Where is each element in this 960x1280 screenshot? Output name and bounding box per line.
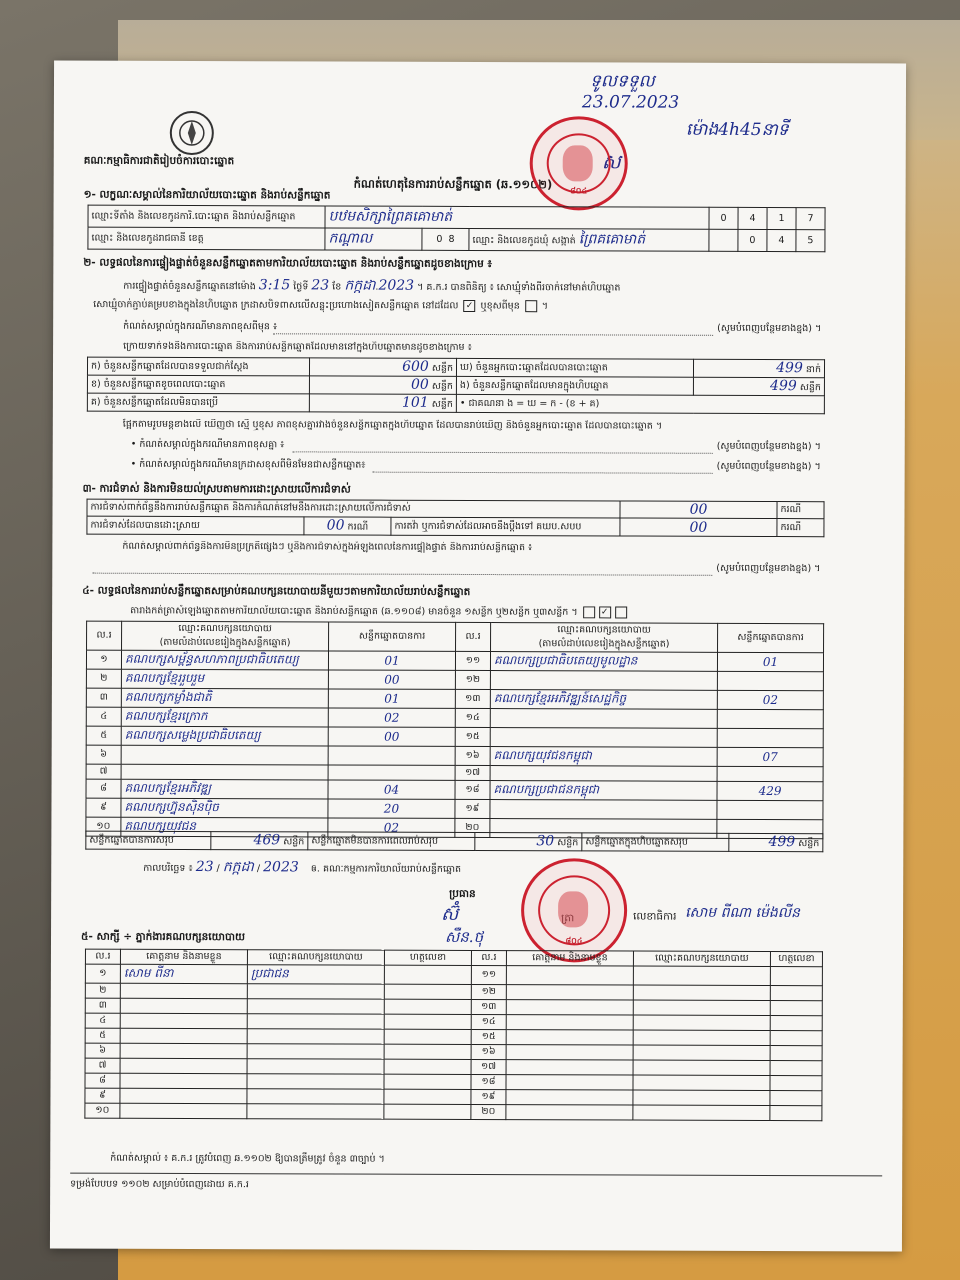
- party-votes: 02: [328, 818, 455, 837]
- col-no-header: ល.រ: [87, 621, 122, 650]
- chair-signature: ស៊ំ: [441, 903, 459, 925]
- national-emblem-icon: [170, 111, 214, 155]
- witness-signature: [770, 967, 822, 986]
- witness-name: [120, 1058, 247, 1073]
- party-name: [490, 800, 717, 820]
- voters-label: ឃ) ចំនួនអ្នកបោះឆ្នោតដែលបានបោះឆ្នោត: [456, 358, 693, 377]
- received-time: ម៉ោង4h45នាទី: [685, 119, 789, 141]
- witness-name: [506, 1015, 633, 1030]
- table-row: [86, 779, 823, 801]
- witness-party: [633, 1090, 770, 1105]
- discrepancy-note: • កំណត់សម្គាល់ក្នុងករណីមានភាពខុសគ្នា ៖: [130, 438, 285, 451]
- witness-signature: [384, 999, 471, 1014]
- party-number: ១៧: [455, 765, 490, 780]
- witness-party: [633, 966, 770, 985]
- col-name-header: គោត្តនាម និងនាមខ្លួន: [120, 949, 247, 964]
- case-unit: ករណី: [777, 519, 824, 537]
- code-digit: 4: [738, 207, 767, 229]
- table-row: [86, 669, 823, 691]
- party-votes: 07: [717, 747, 823, 766]
- col-party-header: ឈ្មោះគណបក្សនយោបាយ (តាមលំដាប់លេខរៀងក្នុងសន្លឹកឆ្នោត): [122, 621, 329, 651]
- compare-line: ផ្អែកតាមរូបមន្តខាងលើ ឃើញថា ស្មើ ឬខុស ភាពខុសគ្នារវាងចំនួនសន្លឹកឆ្នោតក្នុងហិបឆ្នោត ដែលបានរាប់ឃើញ និងចំនួនអ្នកបោះឆ្នោត ដែលបានបោះឆ្នោត ។: [122, 418, 663, 432]
- witness-party: [247, 1089, 384, 1104]
- witness-number: ៤: [85, 1013, 120, 1028]
- party-name: [121, 745, 328, 765]
- party-number: ៩: [86, 798, 121, 817]
- code-digit: 0: [709, 207, 738, 229]
- party-name: គណបក្សខ្មែរអភិវឌ្ឍន៍សេដ្ឋកិច្ច: [490, 690, 717, 710]
- total-valid-label: សន្លឹកឆ្នោតបានការសរុប: [86, 831, 211, 849]
- witness-signature: [384, 1074, 471, 1089]
- witness-signature: [770, 1001, 822, 1016]
- witness-name: [506, 966, 633, 985]
- objection-value: 00: [620, 501, 777, 519]
- unused-ballots-label: គ) ចំនួនសន្លឹកឆ្នោតដែលមិនបានប្រើ: [87, 393, 309, 412]
- section1-heading: ១- លក្ខណៈសម្គាល់នៃការិយាល័យបោះឆ្នោត និងរាប់សន្លឹកឆ្នោត: [83, 188, 331, 202]
- witness-name: [120, 983, 247, 998]
- location-value: បឋមសិក្សាព្រៃគគោមាត់: [325, 206, 709, 229]
- total-valid-value: 469 សន្លឹក: [211, 832, 308, 850]
- table-row: [86, 745, 823, 767]
- witness-name: [120, 1013, 247, 1028]
- witness-name: [506, 1090, 633, 1105]
- witness-signature: [770, 1016, 822, 1031]
- fill-hint: (សូមបំពេញបន្ថែមខាងខ្នង) ។: [717, 322, 822, 335]
- witness-party: [633, 1060, 770, 1075]
- party-number: ១: [86, 650, 121, 669]
- col-votes-header: សន្លឹកឆ្នោតបានការ: [718, 623, 824, 652]
- code-digit: 1: [767, 208, 796, 230]
- party-name: គណបក្សប្រជាជនកម្ពុជា: [490, 781, 717, 801]
- objection-label: ការជំទាស់ពាក់ព័ន្ធនឹងការរាប់សន្លឹកឆ្នោត និងការកំណត់នៅមនឹងការដោះស្រាយលើការជំទាស់: [87, 499, 620, 518]
- party-number: ៧: [86, 764, 121, 779]
- witness-number: ៣: [85, 998, 120, 1013]
- org-name: គណៈកម្មាធិការជាតិរៀបចំការបោះឆ្នោត: [83, 154, 235, 168]
- table-row: [85, 1103, 822, 1121]
- total-invalid-label: សន្លឹកឆ្នោតមិនបានការពេលរាប់សរុប: [308, 832, 475, 851]
- party-number: ១៣: [455, 689, 490, 708]
- party-votes: 04: [328, 780, 455, 799]
- received-ballots-value: 600 សន្លឹក: [309, 358, 456, 377]
- code-digit: 7: [796, 208, 825, 230]
- changed-checkbox[interactable]: [525, 300, 537, 312]
- witness-number: ២: [85, 983, 120, 998]
- witness-number: ១៥: [471, 1029, 506, 1044]
- fill-hint: (សូមបំពេញបន្ថែមខាងខ្នង) ។: [716, 562, 821, 575]
- witness-party: [247, 984, 384, 999]
- party-number: ១១: [455, 651, 490, 670]
- party-votes: 429: [717, 781, 823, 800]
- party-name: គណបក្សខ្មែរអភិវឌ្ឍ: [121, 779, 328, 799]
- party-number: ១៨: [455, 780, 490, 799]
- party-number: ៦: [86, 745, 121, 764]
- witness-name: [506, 1060, 633, 1075]
- party-votes: 01: [328, 689, 455, 708]
- witness-signature: [384, 1089, 471, 1104]
- table-row: [86, 798, 823, 820]
- table-row: [86, 707, 823, 729]
- witness-number: ៩: [85, 1088, 120, 1103]
- witness-name: [506, 985, 633, 1000]
- foreign-paper-note: • កំណត់សម្គាល់ក្នុងករណីមានក្រដាសខុសពីមិនមែនជាសន្លឹកឆ្នោត៖: [130, 458, 366, 471]
- witness-signature: [770, 1091, 822, 1106]
- code-digit: 0: [738, 229, 767, 251]
- witness-name: [506, 1075, 633, 1090]
- table-row: [85, 964, 822, 986]
- spoiled-ballots-label: ខ) ចំនួនសន្លឹកឆ្នោតខូចពេលបោះឆ្នោត: [87, 375, 309, 394]
- witness-number: ១២: [471, 984, 506, 999]
- witness-signature: [770, 1076, 822, 1091]
- party-votes: [717, 766, 823, 781]
- party-name: [490, 671, 717, 691]
- col-party-header: ឈ្មោះគណបក្សនយោបាយ: [633, 951, 770, 966]
- box-ballots-label: ង) ចំនួនសន្លឹកឆ្នោតដែលមានក្នុងហិបឆ្នោត: [456, 376, 693, 395]
- witness-party: ប្រជាជន: [247, 965, 384, 984]
- tally-sheet-line: តារាងកត់ត្រាសំឡេងឆ្នោតតាមការិយាល័យបោះឆ្នោត និងរាប់សន្លឹកឆ្នោត (ឆ.១១០៨) មានចំនួន ១សន្លឹក ឬ២សន្លឹក ឬ៣សន្លឹក ។ ✓: [130, 605, 870, 620]
- party-number: ១៤: [455, 708, 490, 727]
- witness-name: [120, 998, 247, 1013]
- col-no-header: ល.រ: [85, 949, 120, 964]
- voters-value: 499 នាក់: [693, 359, 824, 377]
- case-unit: ករណី: [777, 502, 824, 519]
- check-time-line: ការផ្ទៀងផ្ទាត់ចំនួនសន្លឹកឆ្នោតនៅម៉ោង 3:15 ថ្ងៃទី 23 ខែ កក្កដា.2023 ។ គ.ក.រ បានពិនិត្យ ៖ សោឃ្មុំទាំងពីរចាក់នៅមាត់ហិបឆ្នោត: [123, 277, 621, 294]
- party-votes: 02: [717, 690, 823, 709]
- received-date: 23.07.2023: [581, 92, 680, 113]
- witness-name: [506, 1000, 633, 1015]
- party-name: គណបក្សខ្មែរក្រោក: [121, 707, 328, 727]
- party-votes: 00: [328, 670, 455, 689]
- total-box-label: សន្លឹកឆ្នោតក្នុងហិបឆ្នោតសរុប: [582, 833, 729, 852]
- party-name: គណបក្សយុវជនកម្ពុជា: [490, 747, 717, 767]
- party-name: [490, 709, 717, 729]
- province-code: 0 8: [422, 228, 469, 250]
- col-no-header: ល.រ: [456, 622, 491, 651]
- location-table: [87, 205, 825, 253]
- section3-heading: ៣- ការជំទាស់ និងការមិនយល់ស្របតាមការដោះស្រាយលើការជំទាស់: [82, 482, 351, 496]
- witness-signature: [384, 984, 471, 999]
- witness-number: ១៩: [471, 1089, 506, 1104]
- party-name: [490, 728, 717, 748]
- party-votes: [717, 671, 823, 690]
- formula: • ជាគណនា ង = ឃ = ក - (ខ + គ): [456, 394, 824, 413]
- witness-table: [84, 949, 823, 1122]
- witness-signature: [384, 1059, 471, 1074]
- party-number: ១៦: [455, 746, 490, 765]
- party-votes: 02: [328, 708, 455, 727]
- party-votes: [717, 709, 823, 728]
- code-digit: 5: [796, 230, 825, 252]
- received-initials: ស: [601, 149, 621, 174]
- party-number: ១០: [86, 817, 121, 836]
- witness-signature: [770, 1061, 822, 1076]
- results-table: [85, 621, 824, 840]
- col-no-header: ល.រ: [471, 950, 506, 965]
- received-ballots-label: ក) ចំនួនសន្លឹកឆ្នោតដែលបានទទួលជាក់ស្តែង: [87, 357, 309, 376]
- witness-name: [120, 1103, 247, 1118]
- witness-party: [633, 1075, 770, 1090]
- form-note: ទម្រង់បែបបទ ១១០២ សម្រាប់បំពេញដោយ គ.ក.រ: [70, 1178, 249, 1191]
- received-note: ទូលទទួល: [589, 71, 655, 92]
- party-number: ៣: [86, 688, 121, 707]
- party-votes: 20: [328, 799, 455, 818]
- box-ballots-value: 499 សន្លឹក: [693, 377, 824, 395]
- party-votes: 00: [328, 727, 455, 746]
- witness-party: [247, 999, 384, 1014]
- witness-party: [247, 1059, 384, 1074]
- party-name: [490, 766, 717, 782]
- resolved-value: 00 ករណី: [304, 517, 391, 535]
- party-votes: [717, 728, 823, 747]
- irregularity-note: កំណត់សម្គាល់ពាក់ព័ន្ធនឹងការមិនប្រក្រតីផ្សេងៗ ឬនឹងការជំទាស់ក្នុងអំឡុងពេលនៃការផ្ទៀងផ្ទាត់ និងការរាប់សន្លឹកឆ្នោត ៖: [122, 540, 533, 554]
- witness-number: ១៧: [471, 1059, 506, 1074]
- witness-number: ៧: [85, 1058, 120, 1073]
- party-votes: 01: [328, 651, 455, 670]
- witness-number: ១០: [85, 1103, 120, 1118]
- date-line: កាលបរិច្ឆេទ ៖ 23 / កក្កដា / 2023 ឲ. គណៈកម្មការការិយាល័យរាប់សន្លឹកឆ្នោត: [143, 859, 462, 876]
- witness-signature: [384, 1044, 471, 1059]
- witness-party: [633, 985, 770, 1000]
- witness-signature: [384, 1104, 471, 1119]
- objection-table: [86, 499, 824, 538]
- fill-hint: (សូមបំពេញបន្ថែមខាងខ្នង) ។: [716, 460, 821, 473]
- witness-party: [633, 1030, 770, 1045]
- appeal-label: ការតវ៉ា ឬការជំទាស់ដែលអាចនឹងប្តឹងទៅ គឃប.សបប: [391, 517, 620, 536]
- party-number: ២០: [455, 818, 490, 837]
- witness-signature: [384, 965, 471, 984]
- unused-ballots-value: 101 សន្លឹក: [309, 394, 456, 413]
- section4-heading: ៤- លទ្ធផលនៃការរាប់សន្លឹកឆ្នោតសម្រាប់គណបក្សនយោបាយនីមួយៗតាមការិយាល័យរាប់សន្លឹកឆ្នោត: [82, 584, 471, 598]
- witness-name: [120, 1073, 247, 1088]
- col-party-header: ឈ្មោះគណបក្សនយោបាយ (តាមលំដាប់លេខរៀងក្នុងសន្លឹកឆ្នោត): [491, 623, 718, 653]
- chair-name: សឺន.ថុ: [444, 927, 484, 947]
- province-label: ឈ្មោះ និងលេខកូដរាជធានី ខេត្ត: [88, 227, 325, 250]
- witness-number: ៨: [85, 1073, 120, 1088]
- witness-signature: [384, 1029, 471, 1044]
- witness-party: [247, 1014, 384, 1029]
- party-votes: [328, 765, 455, 780]
- party-votes: 01: [717, 652, 823, 671]
- totals-table: [85, 831, 823, 853]
- unchanged-checkbox[interactable]: ✓: [463, 300, 475, 312]
- witness-signature: [770, 1046, 822, 1061]
- party-number: ១៩: [455, 799, 490, 818]
- party-number: ៤: [86, 707, 121, 726]
- section2-heading: ២- លទ្ធផលនៃការផ្ទៀងផ្ទាត់ចំនួនសន្លឹកឆ្នោតតាមការិយាល័យបោះឆ្នោត និងរាប់សន្លឹកឆ្នោតដូចខាងក្រោម ៖: [83, 256, 493, 271]
- count-table: [87, 357, 825, 415]
- party-name: គណបក្សសម្លេងប្រជាធិបតេយ្យ: [121, 726, 328, 746]
- col-sign-header: ហត្ថលេខា: [384, 950, 471, 965]
- box-contents-line: ក្រោយទាក់ទងនឹងការបោះឆ្នោត និងការរាប់សន្លឹកឆ្នោតដែលមាននៅក្នុងហិបឆ្នោតមានដូចខាងក្រោម ៖: [123, 340, 472, 353]
- form-sheet: [50, 61, 906, 1252]
- resolved-label: ការជំទាស់ដែលបានដោះស្រាយ: [87, 516, 304, 535]
- witness-signature: [770, 1031, 822, 1046]
- witness-number: ២០: [471, 1104, 506, 1119]
- location-label: ឈ្មោះទីតាំង និងលេខកូដការិ.បោះឆ្នោត និងរាប់សន្លឹកឆ្នោត: [88, 205, 325, 228]
- party-name: គណបក្សកម្លាំងជាតិ: [121, 688, 328, 708]
- witness-number: ១១: [471, 965, 506, 984]
- table-row: [86, 650, 823, 672]
- official-stamp: ៨០៤: [521, 858, 627, 962]
- official-stamp: ៨០៤: [530, 116, 628, 210]
- chair-label: ប្រធាន: [449, 887, 476, 900]
- witness-number: ១៤: [471, 1014, 506, 1029]
- witness-signature: [770, 1106, 822, 1121]
- col-name-header: គោត្តនាម និងនាមខ្លួន: [506, 951, 633, 966]
- witness-number: ១៦: [471, 1044, 506, 1059]
- spoiled-ballots-value: 00 សន្លឹក: [309, 376, 456, 395]
- witness-name: [120, 1088, 247, 1103]
- secretary-label: លេខាធិការ: [633, 910, 677, 923]
- party-votes: [717, 800, 823, 819]
- witness-name: [120, 1028, 247, 1043]
- commune-field: ឈ្មោះ និងលេខកូដឃុំ សង្កាត់ ព្រៃគគោមាត់: [469, 228, 709, 251]
- party-number: ៥: [86, 726, 121, 745]
- table-row: [86, 688, 823, 710]
- witness-party: [247, 1104, 384, 1119]
- form-title: កំណត់ហេតុនៃការរាប់សន្លឹកឆ្នោត (ឆ.១១០២): [353, 176, 553, 192]
- witness-signature: [384, 1014, 471, 1029]
- witness-name: [506, 1030, 633, 1045]
- party-name: គណបក្សខ្មែររួបរួម: [121, 669, 328, 689]
- party-name: គណបក្សហ្វ៊ុនស៊ិនប៉ិច: [121, 798, 328, 818]
- witness-number: ៦: [85, 1043, 120, 1058]
- witness-name: សោម ពីនា: [120, 964, 247, 983]
- party-name: គណបក្សយុវជន: [121, 817, 328, 837]
- witness-party: [633, 1015, 770, 1030]
- witness-name: [506, 1045, 633, 1060]
- party-number: ២: [86, 669, 121, 688]
- witness-signature: [770, 986, 822, 1001]
- code-digit: 4: [767, 230, 796, 252]
- seal-check-line: សោឃ្មុំចាក់ភ្ជាប់គម្របខាងក្នុងនៃហិបឆ្នោត ក្រដាសបិទពាសលើសន្លុះប្រហោងសៀតសន្លឹកឆ្នោត នៅដដែល ✓ ឬខុសពីមុន ។: [93, 299, 549, 312]
- appeal-value: 00: [620, 518, 777, 537]
- witness-number: ១៣: [471, 999, 506, 1014]
- party-number: ១២: [455, 670, 490, 689]
- witness-number: ៥: [85, 1028, 120, 1043]
- witness-party: [247, 1044, 384, 1059]
- witness-party: [633, 1045, 770, 1060]
- party-name: [121, 764, 328, 780]
- footer-note: កំណត់សម្គាល់ ៖ គ.ក.រ ត្រូវបំពេញ ឆ.១១០២ ឱ្យបានត្រឹមត្រូវ ចំនួន ៣ច្បាប់ ។: [110, 1152, 385, 1165]
- witness-name: [120, 1043, 247, 1058]
- witness-party: [633, 1105, 770, 1120]
- table-row: [86, 726, 823, 748]
- col-votes-header: សន្លឹកឆ្នោតបានការ: [329, 622, 456, 651]
- total-box-value: 499 សន្លឹក: [729, 833, 823, 851]
- witness-party: [247, 1029, 384, 1044]
- difference-note-label: កំណត់សម្គាល់ក្នុងករណីមានភាពខុសពីមុន ៖: [123, 320, 278, 333]
- party-votes: [328, 746, 455, 765]
- code-digit: [709, 229, 738, 251]
- witness-name: [506, 1105, 633, 1120]
- section5-heading: ៥- សាក្សី ÷ ភ្នាក់ងារគណបក្សនយោបាយ: [80, 930, 245, 944]
- party-number: ១៥: [455, 727, 490, 746]
- witness-number: ១: [85, 964, 120, 983]
- col-party-header: ឈ្មោះគណបក្សនយោបាយ: [247, 950, 384, 965]
- col-sign-header: ហត្ថលេខា: [770, 952, 822, 967]
- total-invalid-value: 30 សន្លឹក: [475, 832, 582, 850]
- witness-party: [633, 1000, 770, 1015]
- fill-hint: (សូមបំពេញបន្ថែមខាងខ្នង) ។: [716, 440, 821, 453]
- party-number: ៨: [86, 779, 121, 798]
- party-name: គណបក្សប្រជាធិបតេយ្យមូលដ្ឋាន: [490, 652, 717, 672]
- witness-number: ១៨: [471, 1074, 506, 1089]
- province-value: កណ្តាល: [325, 228, 422, 250]
- party-name: គណបក្សសម្ព័ន្ធសហភាពប្រជាធិបតេយ្យ: [121, 650, 328, 670]
- secretary-name: សោម ពីណា ម៉េងលីន: [685, 904, 800, 922]
- witness-party: [247, 1074, 384, 1089]
